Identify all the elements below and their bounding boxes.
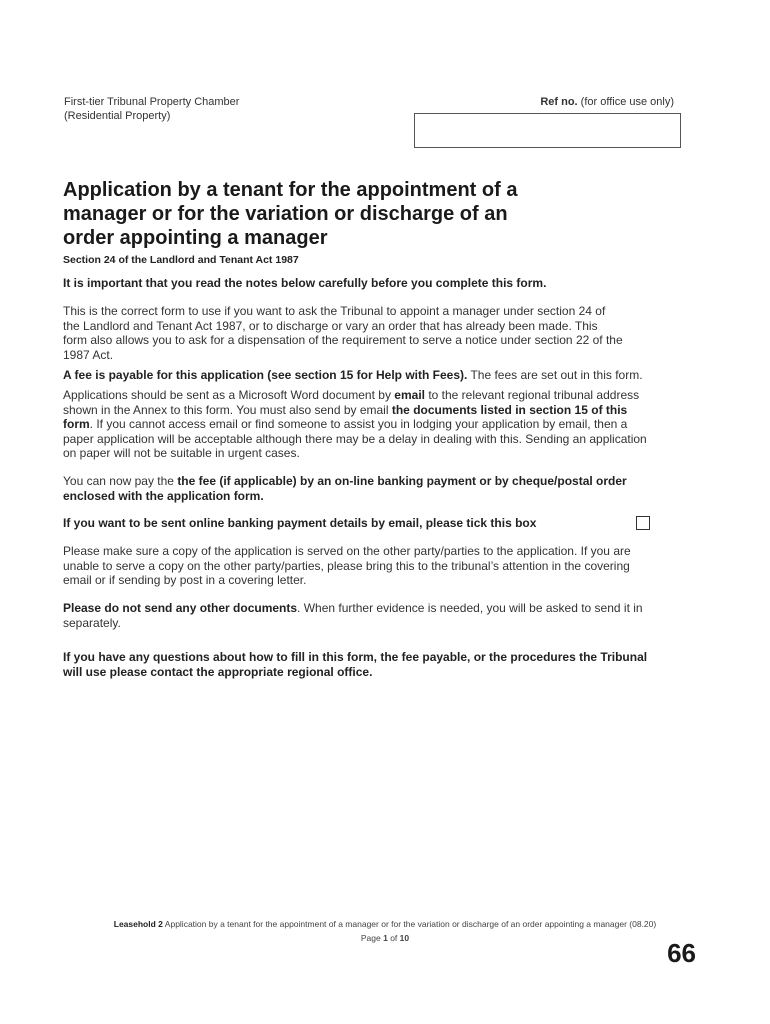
payment-b: enclosed with the application form. xyxy=(63,488,264,503)
important-notice xyxy=(63,276,713,291)
documents-rest: . When further evidence is needed, you will be asked to send it in xyxy=(297,601,643,615)
copy-line-2: unable to serve a copy on the other party/parties, please bring this to the tribunal’s attention in the covering xyxy=(63,558,630,573)
page-number: 1 xyxy=(383,933,388,943)
applications-a1: Applications should be sent as a Microsoft Word document by xyxy=(63,388,395,402)
footer-code: Leasehold 2 xyxy=(113,919,163,929)
fee-rest: The fees are set out in this form. xyxy=(467,368,643,382)
applications-email: email xyxy=(394,388,425,402)
correct-form-line-4: 1987 Act. xyxy=(63,347,114,362)
applications-c2: . If you cannot access email or find someone to assist you in lodging your application by email, then a xyxy=(89,417,628,431)
page-label: Page xyxy=(360,933,384,943)
page-indicator xyxy=(0,933,770,943)
documents-bold: Please do not send any other documents xyxy=(63,601,298,615)
correct-form-paragraph xyxy=(63,304,713,362)
fee-paragraph xyxy=(63,368,713,383)
payment-paragraph xyxy=(63,474,713,503)
footer-form-reference xyxy=(0,919,770,929)
important-text: It is important that you read the notes below carefully before you complete this form. xyxy=(63,276,547,290)
tribunal-subname: (Residential Property) xyxy=(64,110,171,122)
title-line-2: manager or for the variation or discharge of an xyxy=(63,203,508,225)
payment-a1: You can now pay the xyxy=(63,474,178,488)
applications-form: form xyxy=(63,417,90,431)
applications-a2: to the relevant regional tribunal address xyxy=(424,388,640,402)
documents-line-2: separately. xyxy=(63,615,121,630)
tribunal-name: First-tier Tribunal Property Chamber xyxy=(64,96,240,108)
ref-number-field[interactable] xyxy=(414,113,681,148)
title-line-1: Application by a tenant for the appointment of a xyxy=(63,179,518,201)
title-line-3: order appointing a manager xyxy=(63,227,328,249)
copy-line-3: email or if sending by post in a covering letter. xyxy=(63,573,307,587)
correct-form-line-2: the Landlord and Tenant Act 1987, or to discharge or vary an order that has already been made. This xyxy=(63,318,598,333)
form-title xyxy=(63,178,583,250)
applications-paragraph xyxy=(63,388,713,461)
page-total: 10 xyxy=(399,933,410,943)
online-banking-checkbox[interactable] xyxy=(636,516,650,530)
applications-d: paper application will be acceptable although there may be a delay in dealing with this. Sending an application xyxy=(63,431,647,446)
applications-e: on paper will not be suitable in urgent cases. xyxy=(63,446,300,460)
copy-paragraph xyxy=(63,544,713,588)
section-reference: Section 24 of the Landlord and Tenant Act 1987 xyxy=(63,254,299,266)
tribunal-header xyxy=(64,95,239,123)
online-banking-request xyxy=(63,516,713,531)
footer-title: Application by a tenant for the appointment of a manager or for the variation or discharge of an order appointing a manager (08.20) xyxy=(162,919,657,929)
questions-paragraph xyxy=(63,650,713,679)
payment-a1-bold: the fee (if applicable) by an on-line banking payment or by cheque/postal order xyxy=(177,474,627,488)
questions-line-2: will use please contact the appropriate regional office. xyxy=(63,664,373,679)
questions-line-1: If you have any questions about how to fill in this form, the fee payable, or the procedures the Tribunal xyxy=(63,650,648,664)
documents-paragraph xyxy=(63,601,713,630)
ref-label-bold: Ref no. xyxy=(540,96,578,108)
applications-docs: the documents listed in section 15 of this xyxy=(391,402,628,417)
correct-form-line-1: This is the correct form to use if you want to ask the Tribunal to appoint a manager under section 24 of xyxy=(63,304,606,318)
page-of: of xyxy=(387,933,400,943)
applications-b1: shown in the Annex to this form. You must also send by email xyxy=(63,402,392,417)
ref-label-note: (for office use only) xyxy=(580,96,674,108)
corner-number: 66 xyxy=(667,938,696,968)
fee-bold: A fee is payable for this application (see section 15 for Help with Fees). xyxy=(63,368,468,382)
online-banking-text: If you want to be sent online banking payment details by email, please tick this box xyxy=(63,516,537,530)
copy-line-1: Please make sure a copy of the application is served on the other party/parties to the application. If you are xyxy=(63,544,631,558)
correct-form-line-3: form also allows you to ask for a dispensation of the requirement to serve a notice under section 22 of the xyxy=(63,333,623,347)
ref-label xyxy=(540,95,674,109)
